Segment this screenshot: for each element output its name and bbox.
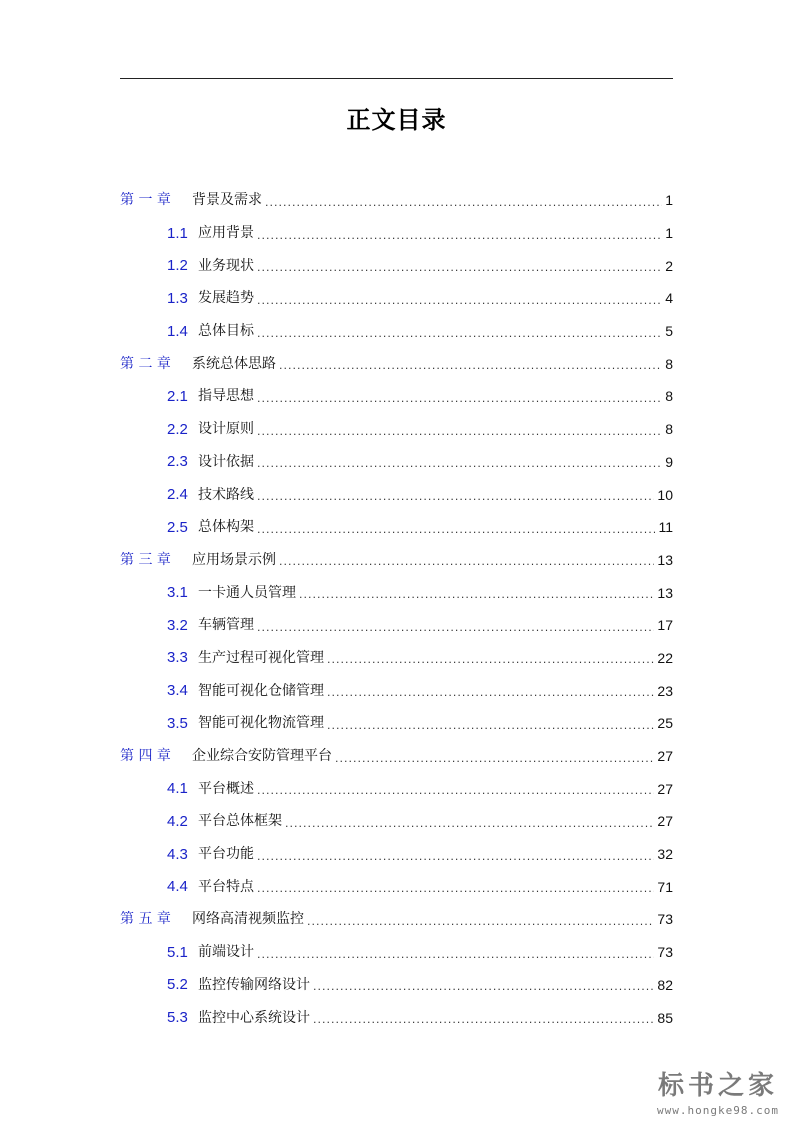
toc-entry-number: 第 五 章	[120, 911, 171, 928]
toc-chapter-entry[interactable]	[120, 184, 673, 217]
toc-dot-leader	[257, 393, 662, 404]
toc-entry-title: 总体构架	[198, 519, 254, 536]
toc-dot-leader	[257, 426, 662, 437]
toc-section-entry[interactable]	[120, 413, 673, 446]
toc-dot-leader	[299, 589, 654, 600]
toc-section-entry[interactable]	[120, 446, 673, 479]
toc-chapter-entry[interactable]	[120, 544, 673, 577]
toc-entry-number: 4.4	[167, 878, 188, 896]
toc-entry-number: 1.1	[167, 224, 188, 242]
toc-entry-page: 4	[665, 290, 673, 307]
toc-entry-number: 5.1	[167, 943, 188, 961]
toc-entry-page: 85	[657, 1009, 673, 1026]
toc-chapter-entry[interactable]	[120, 903, 673, 936]
toc-dot-leader	[313, 1014, 654, 1025]
toc-chapter-entry[interactable]	[120, 347, 673, 380]
toc-entry-title: 生产过程可视化管理	[198, 649, 324, 666]
toc-entry-number: 2.3	[167, 453, 188, 471]
toc-dot-leader	[257, 851, 654, 862]
toc-dot-leader	[285, 818, 654, 829]
toc-entry-number: 3.5	[167, 714, 188, 732]
toc-entry-page: 27	[657, 780, 673, 797]
toc-dot-leader	[257, 295, 662, 306]
toc-dot-leader	[279, 360, 662, 371]
toc-entry-page: 8	[665, 355, 673, 372]
toc-entry-page: 2	[665, 257, 673, 274]
toc-entry-title: 平台功能	[198, 846, 254, 863]
toc-section-entry[interactable]	[120, 217, 673, 250]
toc-dot-leader	[257, 524, 655, 535]
toc-entry-number: 1.3	[167, 289, 188, 307]
toc-entry-page: 23	[657, 682, 673, 699]
toc-dot-leader	[257, 458, 662, 469]
toc-section-entry[interactable]	[120, 609, 673, 642]
toc-entry-number: 2.5	[167, 518, 188, 536]
toc-dot-leader	[257, 785, 654, 796]
toc-section-entry[interactable]	[120, 642, 673, 675]
toc-entry-title: 系统总体思路	[192, 355, 276, 372]
toc-entry-title: 应用场景示例	[192, 551, 276, 568]
toc-section-entry[interactable]	[120, 707, 673, 740]
toc-entry-page: 13	[657, 584, 673, 601]
toc-entry-number: 第 一 章	[120, 192, 171, 209]
toc-entry-number: 2.4	[167, 486, 188, 504]
toc-dot-leader	[257, 949, 654, 960]
toc-entry-page: 73	[657, 944, 673, 961]
toc-dot-leader	[313, 981, 654, 992]
toc-entry-page: 17	[657, 617, 673, 634]
toc-section-entry[interactable]	[120, 478, 673, 511]
toc-dot-leader	[257, 328, 662, 339]
toc-section-entry[interactable]	[120, 511, 673, 544]
toc-entry-title: 智能可视化物流管理	[198, 715, 324, 732]
toc-entry-number: 第 三 章	[120, 551, 171, 568]
watermark-logo: 标书之家	[658, 1071, 779, 1101]
toc-section-entry[interactable]	[120, 838, 673, 871]
toc-section-entry[interactable]	[120, 772, 673, 805]
toc-entry-number: 3.4	[167, 682, 188, 700]
toc-entry-number: 4.3	[167, 845, 188, 863]
toc-entry-title: 设计原则	[198, 421, 254, 438]
toc-entry-page: 8	[665, 421, 673, 438]
toc-entry-page: 32	[657, 846, 673, 863]
toc-entry-number: 4.2	[167, 812, 188, 830]
toc-entry-number: 5.2	[167, 976, 188, 994]
toc-entry-title: 企业综合安防管理平台	[192, 748, 332, 765]
top-rule	[120, 78, 673, 79]
toc-dot-leader	[265, 197, 662, 208]
toc-entry-page: 82	[657, 976, 673, 993]
toc-entry-number: 3.3	[167, 649, 188, 667]
toc-dot-leader	[327, 720, 654, 731]
toc-entry-page: 9	[665, 453, 673, 470]
toc-section-entry[interactable]	[120, 315, 673, 348]
toc-dot-leader	[307, 916, 654, 927]
toc-section-entry[interactable]	[120, 969, 673, 1002]
watermark-url: www.hongke98.com	[657, 1104, 779, 1117]
toc-entry-page: 11	[658, 519, 673, 536]
toc-entry-title: 指导思想	[198, 388, 254, 405]
toc-entry-number: 5.3	[167, 1009, 188, 1027]
toc-dot-leader	[257, 230, 662, 241]
table-of-contents	[120, 184, 673, 1034]
watermark	[657, 1065, 779, 1117]
page-title: 正文目录	[346, 106, 447, 134]
toc-entry-number: 第 二 章	[120, 355, 171, 372]
toc-entry-title: 车辆管理	[198, 617, 254, 634]
toc-dot-leader	[257, 883, 654, 894]
toc-section-entry[interactable]	[120, 870, 673, 903]
toc-entry-number: 2.1	[167, 387, 188, 405]
toc-section-entry[interactable]	[120, 282, 673, 315]
toc-entry-number: 2.2	[167, 420, 188, 438]
toc-entry-title: 一卡通人员管理	[198, 584, 296, 601]
toc-section-entry[interactable]	[120, 1001, 673, 1034]
toc-chapter-entry[interactable]	[120, 740, 673, 773]
toc-entry-page: 10	[657, 486, 673, 503]
toc-dot-leader	[257, 491, 654, 502]
toc-entry-title: 平台概述	[198, 780, 254, 797]
toc-section-entry[interactable]	[120, 576, 673, 609]
toc-entry-title: 设计依据	[198, 453, 254, 470]
toc-entry-page: 27	[657, 813, 673, 830]
toc-entry-title: 平台总体框架	[198, 813, 282, 830]
toc-dot-leader	[327, 654, 654, 665]
toc-entry-title: 业务现状	[198, 257, 254, 274]
toc-entry-page: 71	[657, 878, 673, 895]
toc-entry-page: 8	[665, 388, 673, 405]
toc-entry-page: 1	[665, 192, 673, 209]
toc-entry-title: 背景及需求	[192, 192, 262, 209]
toc-entry-page: 27	[657, 748, 673, 765]
toc-section-entry[interactable]	[120, 674, 673, 707]
toc-entry-title: 平台特点	[198, 878, 254, 895]
toc-entry-page: 1	[665, 225, 673, 242]
toc-entry-page: 13	[657, 551, 673, 568]
toc-entry-page: 25	[657, 715, 673, 732]
toc-section-entry[interactable]	[120, 805, 673, 838]
toc-entry-title: 监控中心系统设计	[198, 1009, 310, 1026]
toc-entry-page: 22	[657, 649, 673, 666]
toc-dot-leader	[257, 622, 654, 633]
toc-section-entry[interactable]	[120, 249, 673, 282]
toc-dot-leader	[335, 753, 654, 764]
toc-entry-number: 第 四 章	[120, 748, 171, 765]
toc-entry-number: 1.2	[167, 257, 188, 275]
toc-entry-title: 网络高清视频监控	[192, 911, 304, 928]
toc-dot-leader	[257, 262, 662, 273]
toc-entry-title: 智能可视化仓储管理	[198, 682, 324, 699]
toc-section-entry[interactable]	[120, 380, 673, 413]
toc-entry-title: 技术路线	[198, 486, 254, 503]
toc-entry-title: 总体目标	[198, 323, 254, 340]
toc-section-entry[interactable]	[120, 936, 673, 969]
toc-dot-leader	[327, 687, 654, 698]
toc-entry-title: 发展趋势	[198, 290, 254, 307]
toc-entry-page: 5	[665, 323, 673, 340]
toc-entry-title: 监控传输网络设计	[198, 976, 310, 993]
toc-entry-page: 73	[657, 911, 673, 928]
toc-dot-leader	[279, 556, 654, 567]
toc-entry-number: 4.1	[167, 780, 188, 798]
toc-entry-title: 应用背景	[198, 225, 254, 242]
toc-entry-number: 3.1	[167, 584, 188, 602]
toc-entry-number: 3.2	[167, 616, 188, 634]
toc-entry-number: 1.4	[167, 322, 188, 340]
toc-entry-title: 前端设计	[198, 944, 254, 961]
